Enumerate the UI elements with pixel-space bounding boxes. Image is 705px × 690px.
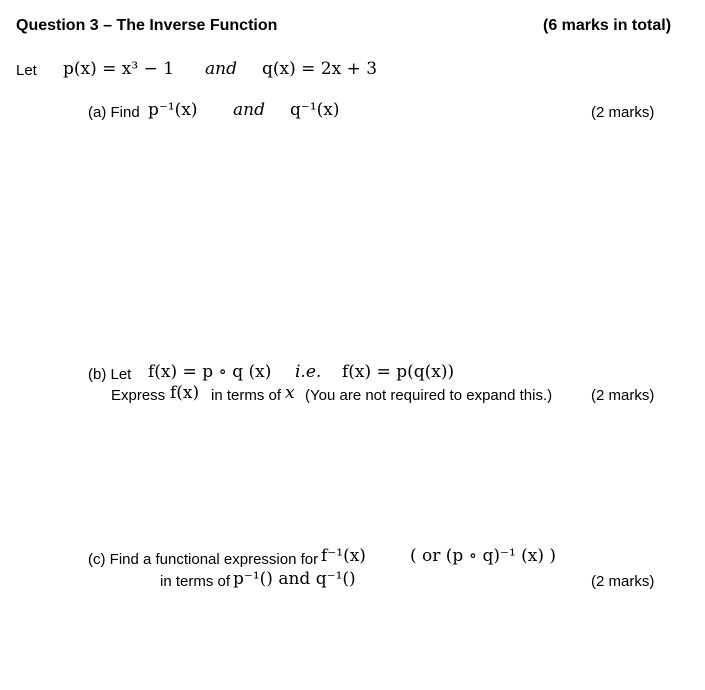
inverse-functions-expr: p⁻¹() and q⁻¹() xyxy=(233,569,356,589)
part-a-label: (a) Find xyxy=(88,104,140,121)
part-a-marks: (2 marks) xyxy=(591,104,655,121)
x-symbol: x xyxy=(285,383,295,403)
q-inverse: q⁻¹(x) xyxy=(290,100,340,120)
fx-symbol: f(x) xyxy=(170,383,200,403)
part-c-in-terms-of: in terms of xyxy=(160,573,231,590)
ie-label: i.e. xyxy=(295,362,322,382)
f-composition: f(x) = p ∘ q (x) xyxy=(148,362,272,382)
expand-note: (You are not required to expand this.) xyxy=(305,387,553,404)
and-word: and xyxy=(205,59,237,79)
f-composition-expanded: f(x) = p(q(x)) xyxy=(342,362,455,382)
p-inverse: p⁻¹(x) xyxy=(148,100,198,120)
total-marks: (6 marks in total) xyxy=(543,17,672,34)
part-c-marks: (2 marks) xyxy=(591,573,655,590)
part-c-label: (c) Find a functional expression for xyxy=(88,551,319,568)
part-a-and: and xyxy=(233,100,265,120)
let-label: Let xyxy=(16,62,37,79)
pq-inverse-alt: ( or (p ∘ q)⁻¹ (x) ) xyxy=(410,546,557,566)
express-label: Express xyxy=(111,387,166,404)
q-definition: q(x) = 2x + 3 xyxy=(262,59,378,79)
in-terms-of-label: in terms of xyxy=(211,387,282,404)
f-inverse: f⁻¹(x) xyxy=(321,546,366,566)
part-b-label: (b) Let xyxy=(88,366,132,383)
p-definition: p(x) = x³ − 1 xyxy=(63,59,175,79)
part-b-marks: (2 marks) xyxy=(591,387,655,404)
question-title: Question 3 – The Inverse Function xyxy=(16,17,278,34)
